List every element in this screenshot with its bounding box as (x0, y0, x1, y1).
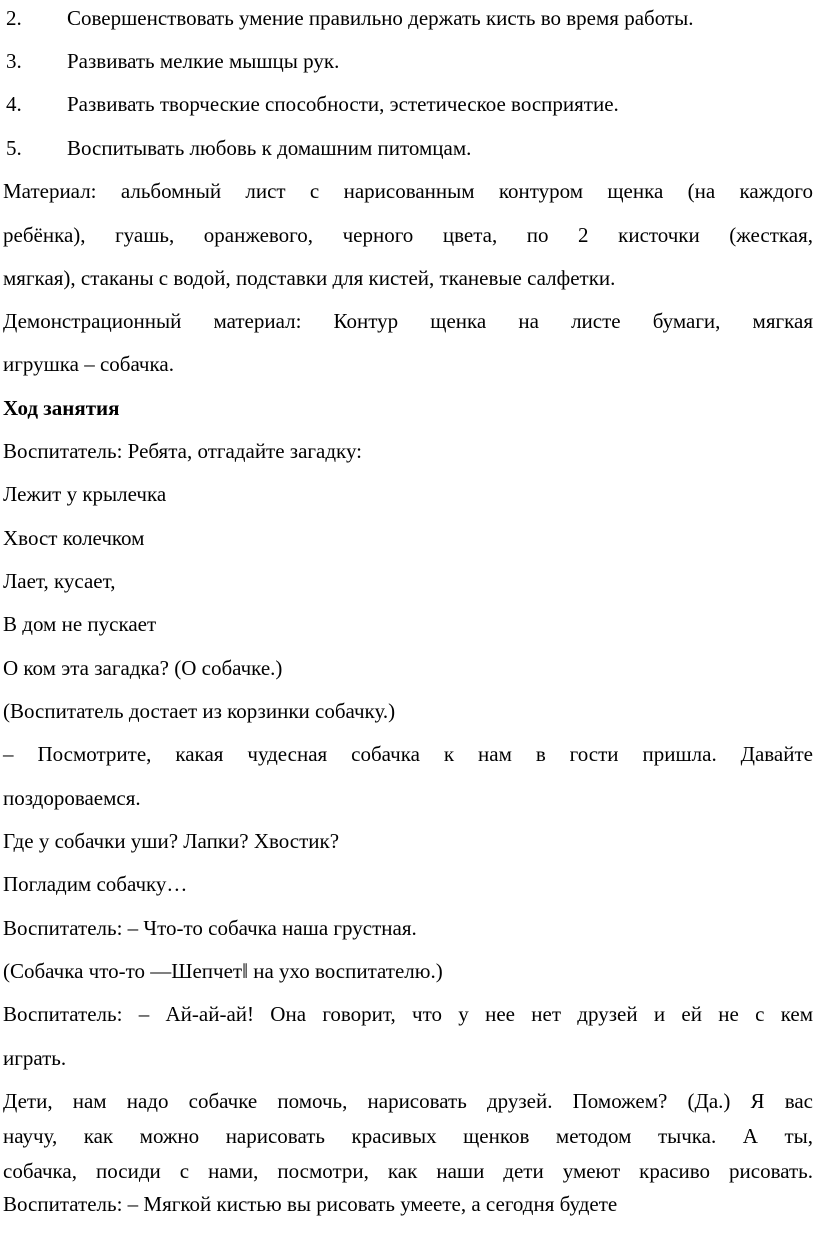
text-line: Погладим собачку… (3, 872, 188, 896)
objective-text: Развивать мелкие мышцы рук. (67, 49, 340, 73)
text-line: Воспитатель: – Что-то собачка наша грустная. (3, 916, 417, 940)
material-line: мягкая), стаканы с водой, подставки для кистей, тканевые салфетки. (3, 266, 616, 290)
text-line: (Собачка что-то ―Шепчет‖ на ухо воспитателю.) (3, 959, 443, 983)
text-line: (Воспитатель достает из корзинки собачку.) (3, 699, 396, 723)
objective-text: Совершенствовать умение правильно держать кисть во время работы. (67, 6, 694, 30)
text-line: Лает, кусает, (3, 569, 116, 593)
final-line: Дети, нам надо собачке помочь, нарисовать друзей. Поможем? (Да.) Я вас (3, 1089, 813, 1113)
greeting-line: – Посмотрите, какая чудесная собачка к нам в гости пришла. Давайте (3, 742, 813, 766)
objective-number: 4. (6, 92, 22, 116)
final-line: Воспитатель: – Мягкой кистью вы рисовать умеете, а сегодня будете (3, 1192, 618, 1216)
demo-material-line: игрушка – собачка. (3, 352, 174, 376)
objective-text: Развивать творческие способности, эстетическое восприятие. (67, 92, 619, 116)
text-line: Воспитатель: Ребята, отгадайте загадку: (3, 439, 362, 463)
dialog-line: играть. (3, 1046, 67, 1070)
greeting-line: поздороваемся. (3, 786, 141, 810)
text-line: Где у собачки уши? Лапки? Хвостик? (3, 829, 340, 853)
material-line: ребёнка), гуашь, оранжевого, черного цвета, по 2 кисточки (жесткая, (3, 223, 813, 247)
section-title: Ход занятия (3, 396, 120, 420)
text-line: В дом не пускает (3, 612, 157, 636)
objective-number: 2. (6, 6, 22, 30)
final-line: научу, как можно нарисовать красивых щенков методом тычка. А ты, (3, 1124, 813, 1148)
demo-material-line: Демонстрационный материал: Контур щенка на листе бумаги, мягкая (3, 309, 813, 333)
material-line: Материал: альбомный лист с нарисованным контуром щенка (на каждого (3, 179, 813, 203)
final-line: собачка, посиди с нами, посмотри, как наши дети умеют красиво рисовать. (3, 1159, 813, 1183)
objective-text: Воспитывать любовь к домашним питомцам. (67, 136, 472, 160)
text-line: Лежит у крылечка (3, 482, 167, 506)
text-line: Хвост колечком (3, 526, 145, 550)
objective-number: 3. (6, 49, 22, 73)
text-line: О ком эта загадка? (О собачке.) (3, 656, 283, 680)
dialog-line: Воспитатель: – Ай-ай-ай! Она говорит, что у нее нет друзей и ей не с кем (3, 1002, 813, 1026)
objective-number: 5. (6, 136, 22, 160)
